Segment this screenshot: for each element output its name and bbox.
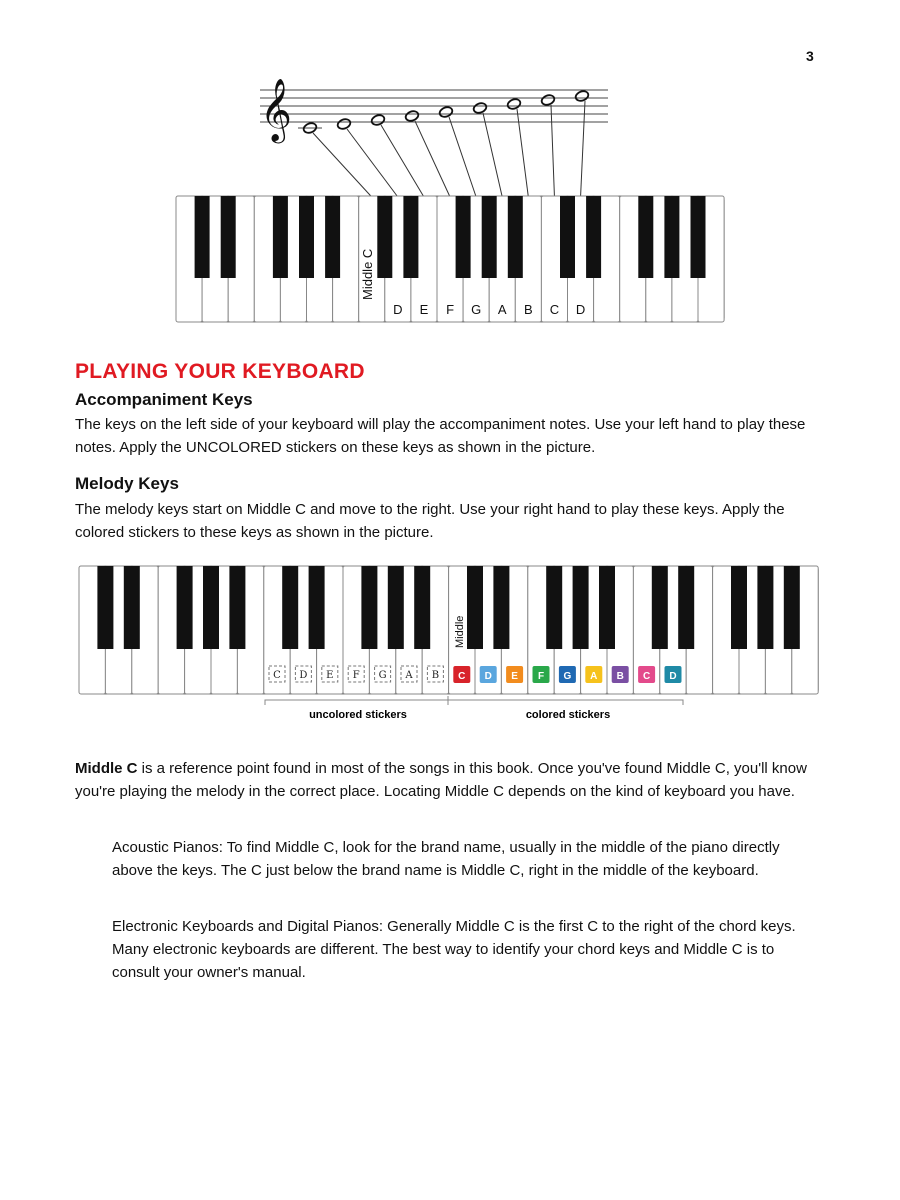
black-key bbox=[177, 566, 193, 649]
black-key bbox=[757, 566, 773, 649]
black-key bbox=[361, 566, 377, 649]
treble-clef-icon: 𝄞 bbox=[260, 78, 292, 141]
section-title: PLAYING YOUR KEYBOARD bbox=[75, 360, 365, 383]
note-label: A bbox=[497, 302, 507, 317]
colored-sticker-letter: C bbox=[642, 671, 651, 682]
black-key bbox=[652, 566, 668, 649]
accompaniment-body: The keys on the left side of your keyboard will play the accompaniment notes. Use your left hand to play these notes. Apply the UNCOLORED stickers on these keys as shown in the picture. bbox=[75, 416, 806, 456]
acoustic-pianos-paragraph: Acoustic Pianos: To find Middle C, look for the brand name, usually in the middle of the piano directly above the keys. The C just below the brand name is Middle C, right in the middle of the keyboard. bbox=[112, 839, 780, 879]
melody-heading: Melody Keys bbox=[75, 474, 179, 493]
note-label: F bbox=[446, 302, 455, 317]
black-key bbox=[414, 566, 430, 649]
colored-sticker-letter: C bbox=[458, 671, 466, 682]
accompaniment-heading: Accompaniment Keys bbox=[75, 390, 253, 409]
colored-stickers-label: colored stickers bbox=[525, 709, 611, 721]
black-key bbox=[282, 566, 298, 649]
note-label: E bbox=[419, 302, 429, 317]
colored-sticker-letter: D bbox=[484, 671, 492, 682]
black-key bbox=[309, 566, 325, 649]
black-key bbox=[784, 566, 800, 649]
note-label: C bbox=[549, 302, 560, 317]
note-label: G bbox=[471, 302, 482, 317]
melody-body: The melody keys start on Middle C and move to the right. Use your right hand to play these keys. Apply the colored stickers to these keys as shown in the picture. bbox=[75, 501, 785, 541]
sticker-brackets bbox=[265, 696, 683, 705]
middle-c-lead: Middle C bbox=[75, 760, 138, 777]
note-label: B bbox=[524, 302, 533, 317]
colored-sticker-letter: E bbox=[511, 671, 518, 682]
black-key bbox=[546, 566, 562, 649]
colored-sticker-letter: B bbox=[616, 671, 624, 682]
black-key bbox=[731, 566, 747, 649]
electronic-keyboards-paragraph: Electronic Keyboards and Digital Pianos: Generally Middle C is the first C to the right of the chord keys. Many electronic keyboards are different. The best way to identify your chord keys and Middle C is to consult your owner's manual. bbox=[112, 918, 796, 981]
uncolored-sticker-letter: C bbox=[273, 670, 281, 681]
uncolored-stickers-label: uncolored stickers bbox=[309, 709, 407, 721]
colored-stickers bbox=[453, 666, 681, 683]
uncolored-sticker-letter: E bbox=[326, 670, 334, 681]
black-key bbox=[599, 566, 615, 649]
page-number: 3 bbox=[806, 48, 814, 64]
uncolored-sticker-letter: A bbox=[405, 670, 413, 681]
uncolored-sticker-letter: B bbox=[431, 670, 440, 681]
black-key bbox=[573, 566, 589, 649]
black-key bbox=[229, 566, 245, 649]
black-key bbox=[203, 566, 219, 649]
colored-sticker-letter: A bbox=[590, 671, 598, 682]
black-key bbox=[124, 566, 140, 649]
middle-c-body: is a reference point found in most of the songs in this book. Once you've found Middle C, you'll know you're playing the melody in the correct place. Locating Middle C depends on the kind of keyboard you have. bbox=[75, 760, 807, 800]
uncolored-sticker-letter: D bbox=[299, 670, 308, 681]
note-label: D bbox=[575, 302, 586, 317]
colored-sticker-letter: G bbox=[563, 671, 572, 682]
black-key bbox=[493, 566, 509, 649]
middle-c-label: Middle C bbox=[360, 248, 375, 300]
middle-label: Middle bbox=[454, 615, 466, 648]
black-key bbox=[678, 566, 694, 649]
keyboard-stickers bbox=[79, 566, 818, 694]
black-key bbox=[97, 566, 113, 649]
middle-c-paragraph bbox=[75, 757, 827, 803]
uncolored-sticker-letter: G bbox=[378, 670, 387, 681]
black-key bbox=[467, 566, 483, 649]
note-label: D bbox=[393, 302, 403, 317]
uncolored-sticker-letter: F bbox=[352, 670, 360, 681]
colored-sticker-letter: F bbox=[537, 671, 545, 682]
black-key bbox=[388, 566, 404, 649]
colored-sticker-letter: D bbox=[669, 671, 677, 682]
